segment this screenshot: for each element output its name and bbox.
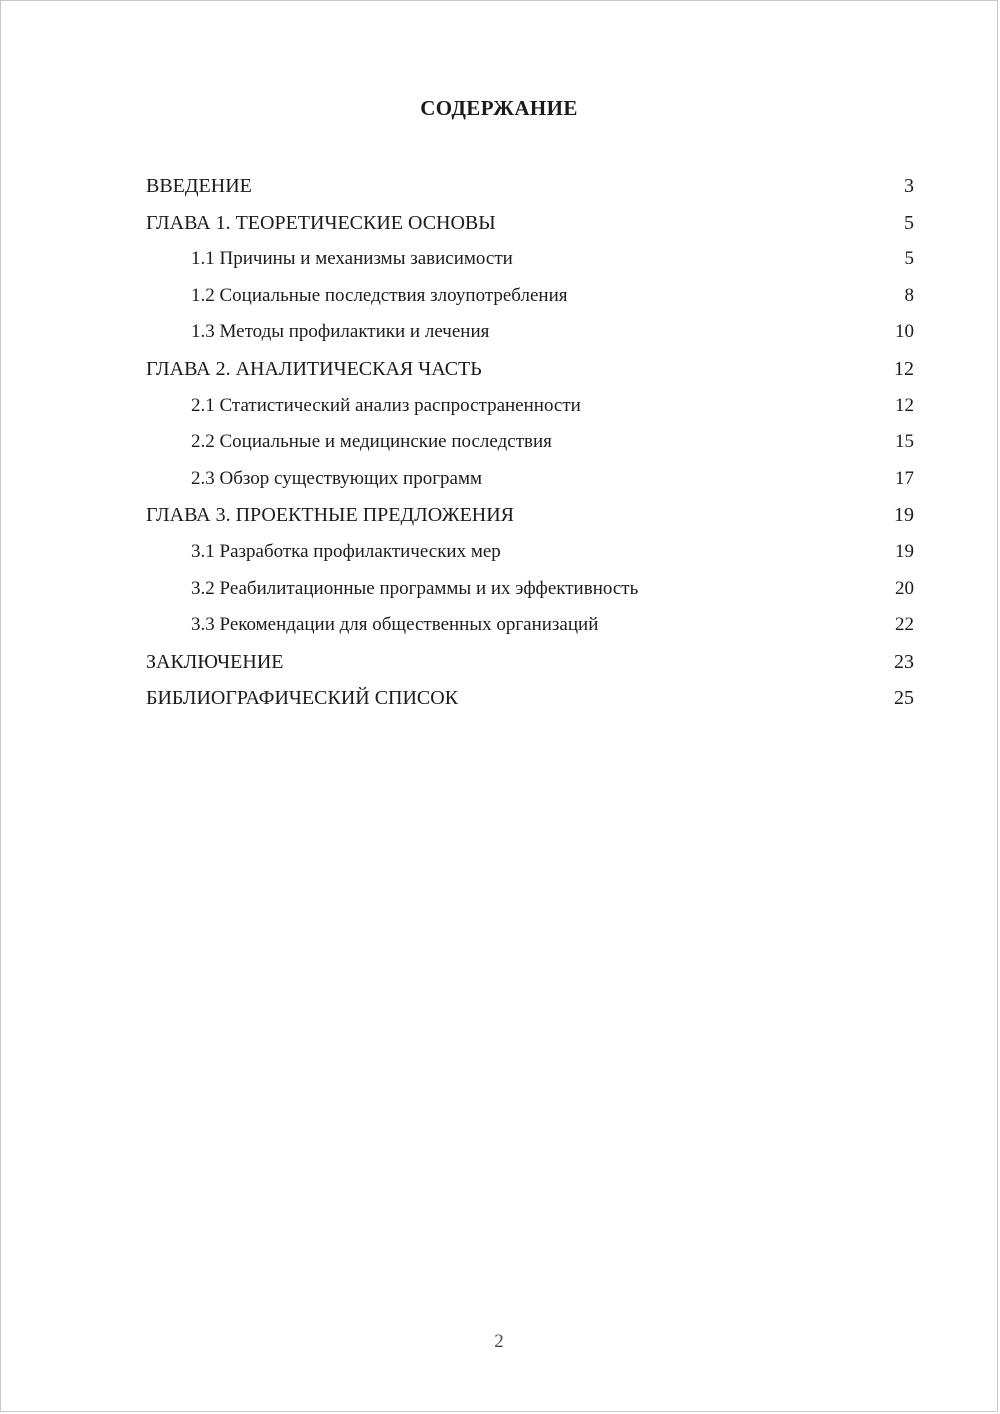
toc-entry-page: 19 bbox=[895, 540, 914, 562]
toc-entry-label: 1.2 Социальные последствия злоупотребления bbox=[191, 284, 568, 306]
toc-entry-label: 2.1 Статистический анализ распространенности bbox=[191, 394, 581, 416]
toc-entry-label: 1.3 Методы профилактики и лечения bbox=[191, 321, 490, 343]
toc-entry-page: 5 bbox=[904, 248, 914, 270]
toc-entry-label: 3.3 Рекомендации для общественных организаций bbox=[191, 614, 599, 636]
toc-row bbox=[146, 644, 914, 681]
toc-entry-page: 22 bbox=[895, 614, 914, 636]
toc-entry-label: 2.3 Обзор существующих программ bbox=[191, 467, 482, 489]
toc-entry-label: 3.1 Разработка профилактических мер bbox=[191, 540, 501, 562]
toc-entry-label: ГЛАВА 2. АНАЛИТИЧЕСКАЯ ЧАСТЬ bbox=[146, 357, 482, 380]
toc-row bbox=[146, 241, 914, 278]
toc-entry-page: 20 bbox=[895, 577, 914, 599]
toc-row bbox=[146, 607, 914, 644]
toc-entry-label: ЗАКЛЮЧЕНИЕ bbox=[146, 650, 284, 673]
toc-row bbox=[146, 314, 914, 351]
toc-row bbox=[146, 461, 914, 498]
toc-entry-page: 25 bbox=[894, 687, 914, 710]
toc-entry-label: ВВЕДЕНИЕ bbox=[146, 175, 252, 197]
toc-entry-label: ГЛАВА 1. ТЕОРЕТИЧЕСКИЕ ОСНОВЫ bbox=[146, 211, 496, 234]
toc-row bbox=[146, 497, 914, 534]
toc-list bbox=[146, 168, 914, 717]
page-number-footer: 2 bbox=[494, 1331, 504, 1352]
toc-row bbox=[146, 388, 914, 425]
toc-entry-label: ГЛАВА 3. ПРОЕКТНЫЕ ПРЕДЛОЖЕНИЯ bbox=[146, 504, 515, 527]
toc-entry-page: 17 bbox=[895, 467, 914, 489]
toc-row bbox=[146, 424, 914, 461]
toc-entry-page: 10 bbox=[895, 321, 914, 343]
toc-row bbox=[146, 278, 914, 315]
toc-entry-page: 5 bbox=[904, 211, 914, 234]
toc-entry-page: 19 bbox=[894, 504, 914, 527]
toc-row bbox=[146, 680, 914, 717]
toc-entry-label: БИБЛИОГРАФИЧЕСКИЙ СПИСОК bbox=[146, 687, 459, 710]
toc-row bbox=[146, 205, 914, 242]
toc-entry-page: 12 bbox=[895, 394, 914, 416]
toc-entry-label: 3.2 Реабилитационные программы и их эффективность bbox=[191, 577, 639, 599]
toc-row bbox=[146, 571, 914, 608]
toc-entry-page: 12 bbox=[894, 357, 914, 380]
toc-entry-page: 15 bbox=[895, 431, 914, 453]
toc-entry-label: 2.2 Социальные и медицинские последствия bbox=[191, 431, 552, 453]
toc-row bbox=[146, 534, 914, 571]
toc-entry-label: 1.1 Причины и механизмы зависимости bbox=[191, 248, 513, 270]
toc-entry-page: 8 bbox=[904, 284, 914, 306]
toc-row bbox=[146, 168, 914, 205]
toc-entry-page: 23 bbox=[894, 650, 914, 673]
toc-entry-page: 3 bbox=[904, 175, 914, 197]
toc-row bbox=[146, 351, 914, 388]
toc-title: СОДЕРЖАНИЕ bbox=[420, 96, 578, 120]
